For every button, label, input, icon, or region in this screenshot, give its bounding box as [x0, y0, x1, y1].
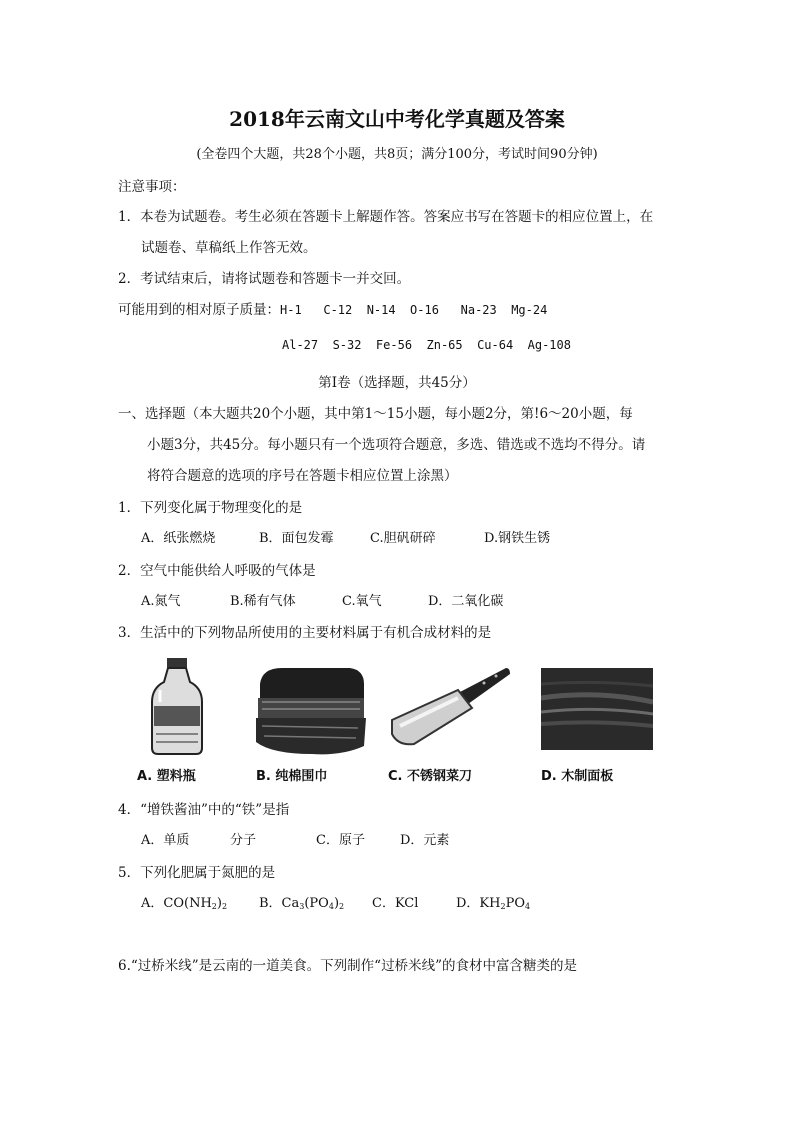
- q5-b-sub-2: 4: [328, 902, 334, 911]
- wooden-board-image: [541, 668, 653, 750]
- q1-option-a: A．纸张燃烧: [141, 531, 216, 546]
- section-instructions-cont-2: 将符合题意的选项的序号在答题卡相应位置上涂黑）: [147, 468, 458, 484]
- notes-heading: 注意事项：: [118, 179, 186, 195]
- atomic-mass-values-1: H-1 C-12 N-14 O-16 Na-23 Mg-24: [280, 303, 548, 317]
- q4-option-b: 分子: [230, 833, 257, 848]
- q5-b-po: (PO: [304, 896, 329, 911]
- q5-a-paren: ): [216, 896, 222, 911]
- note-item-1: 1．本卷为试题卷。考生必须在答题卡上解题作答。答案应书写在答题卡的相应位置上，在: [118, 209, 654, 225]
- question-4-stem: 4．“增铁酱油”中的“铁”是指: [118, 802, 290, 818]
- section-instructions-cont-1: 小题3分，共45分。每小题只有一个选项符合题意，多选、错选或不选均不得分。请: [147, 437, 646, 453]
- question-5-stem: 5．下列化肥属于氮肥的是: [118, 865, 276, 881]
- q3-option-a: A. 塑料瓶: [137, 769, 196, 784]
- q3-option-c: C. 不锈钢菜刀: [388, 769, 473, 784]
- q2-option-a: A.氮气: [141, 594, 181, 609]
- question-3-stem: 3．生活中的下列物品所使用的主要材料属于有机合成材料的是: [118, 625, 492, 641]
- q3-option-d: D. 木制面板: [541, 769, 614, 784]
- atomic-mass-row-1: [118, 301, 547, 319]
- question-2-stem: 2．空气中能供给人呼吸的气体是: [118, 563, 316, 579]
- part1-heading: 第Ⅰ卷（选择题，共45分）: [318, 375, 476, 391]
- plastic-bottle-image: [146, 656, 208, 756]
- q1-option-d: D.钢铁生锈: [484, 531, 551, 546]
- q5-b-sub-3: 2: [339, 902, 345, 911]
- q3-option-b: B. 纯棉围巾: [256, 769, 328, 784]
- atomic-mass-values-2: Al-27 S-32 Fe-56 Zn-65 Cu-64 Ag-108: [282, 338, 571, 352]
- q1-option-c: C.胆矾研碎: [370, 531, 436, 546]
- q5-a-text: A．CO(NH: [141, 896, 212, 911]
- q5-b-sub-1: 3: [299, 902, 305, 911]
- q5-a-sub-2: 2: [221, 902, 228, 911]
- q2-option-c: C.氧气: [342, 594, 382, 609]
- q5-option-b: [259, 895, 344, 913]
- kitchen-knife-image: [388, 664, 512, 754]
- q4-option-c: C．原子: [316, 833, 365, 848]
- q2-option-b: B.稀有气体: [230, 594, 296, 609]
- q5-d-sub-2: 4: [524, 902, 531, 911]
- q5-b-paren: ): [333, 896, 340, 911]
- section-instructions: 一、选择题（本大题共20个小题，其中第1～15小题，每小题2分，第!6～20小题，每: [118, 406, 633, 422]
- q5-a-sub-1: 2: [211, 902, 217, 911]
- q4-option-a: A．单质: [141, 833, 190, 848]
- question-1-stem: 1．下列变化属于物理变化的是: [118, 500, 303, 516]
- q5-option-d: [456, 895, 530, 913]
- q5-d-sub-1: 2: [500, 902, 506, 911]
- q5-d-po: PO: [505, 896, 525, 911]
- q5-d-text: D．KH: [456, 896, 501, 911]
- note-item-2: 2．考试结束后，请将试题卷和答题卡一并交回。: [118, 271, 411, 287]
- exam-subtitle: (全卷四个大题，共28个小题，共8页；满分100分，考试时间90分钟): [196, 147, 598, 162]
- q2-option-d: D．二氧化碳: [428, 594, 504, 609]
- note-item-1-cont: 试题卷、草稿纸上作答无效。: [141, 240, 317, 256]
- q4-option-d: D．元素: [400, 833, 450, 848]
- q5-b-text: B．Ca: [259, 896, 300, 911]
- question-6-stem: 6.“过桥米线”是云南的一道美食。下列制作“过桥米线”的食材中富含糖类的是: [118, 958, 577, 974]
- q5-option-c: C．KCl: [372, 896, 419, 911]
- page-title: 2018年云南文山中考化学真题及答案: [229, 107, 565, 131]
- q5-option-a: [141, 895, 227, 913]
- atomic-mass-label: 可能用到的相对原子质量：: [118, 302, 280, 318]
- cotton-scarf-image: [252, 662, 368, 758]
- q1-option-b: B．面包发霉: [259, 531, 334, 546]
